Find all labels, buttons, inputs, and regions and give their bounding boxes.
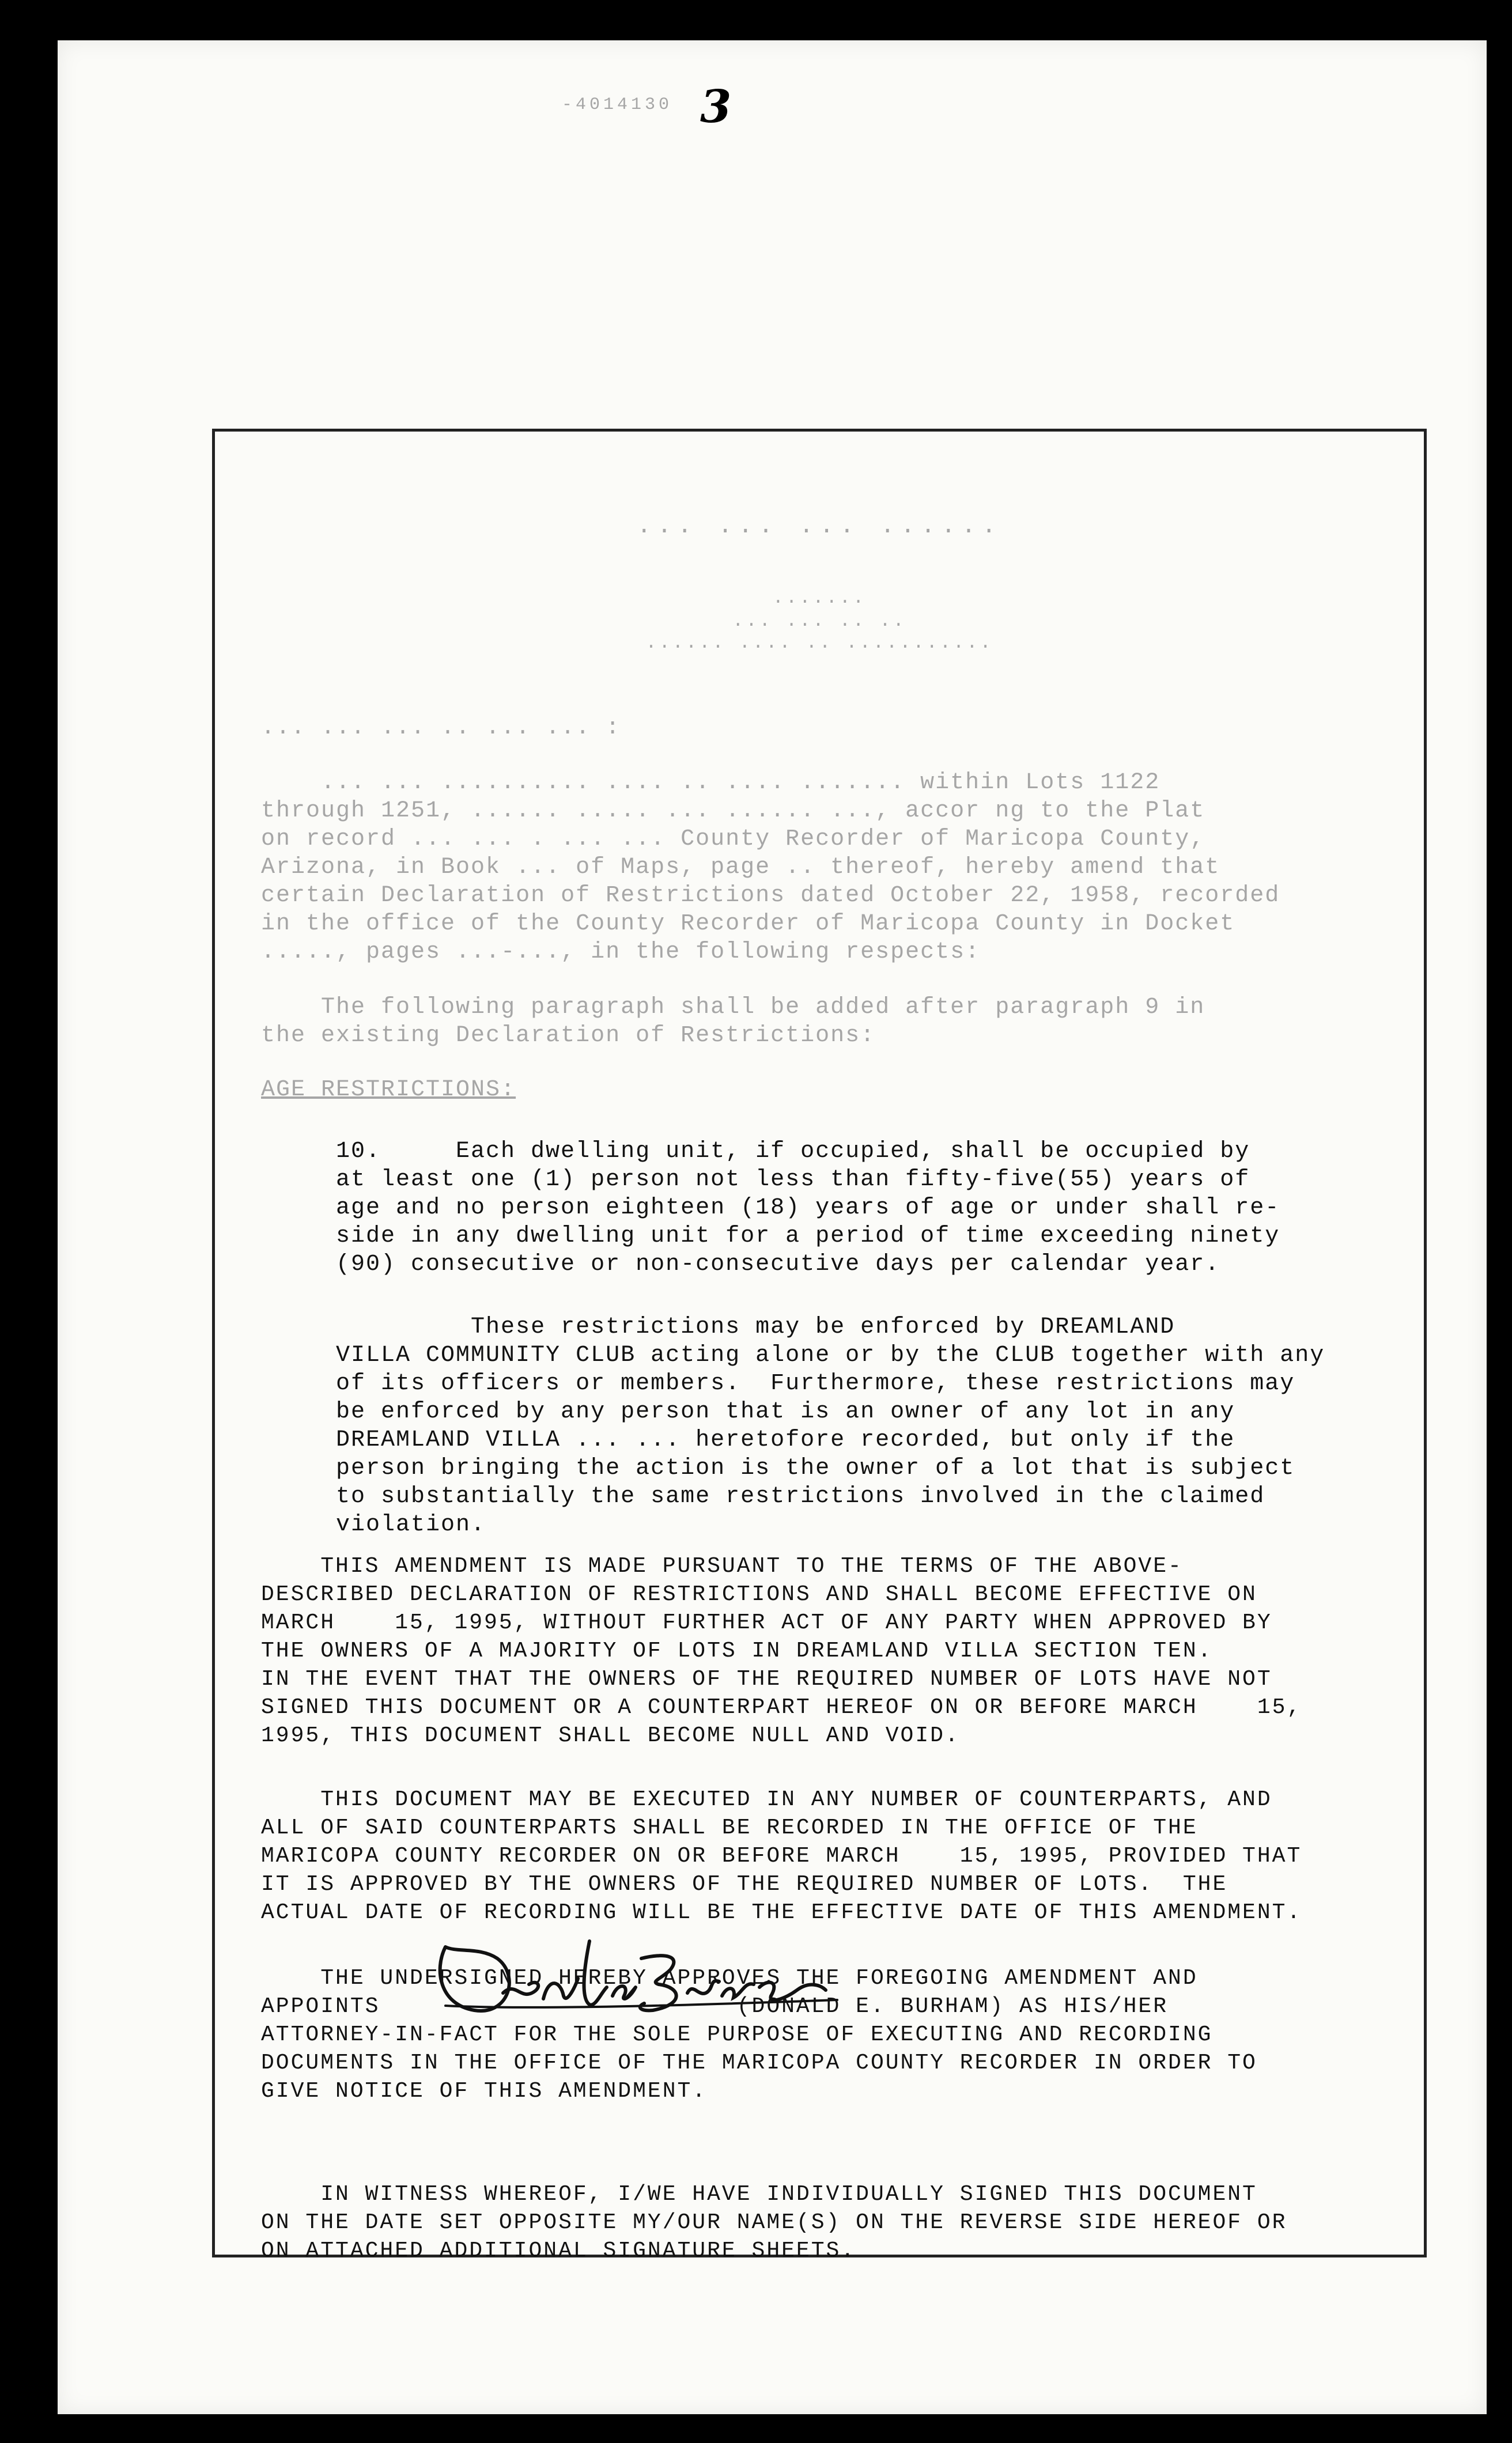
document-page [58,40,1487,2414]
paragraph-added-after-9: The following paragraph shall be added after paragraph 9 in the existing Declaration of Restrictions: [261,994,1205,1049]
age-restrictions-heading: AGE RESTRICTIONS: [261,1077,516,1103]
paragraph-10-occupancy: 10. Each dwelling unit, if occupied, shall be occupied by at least one (1) person not less than fifty-five(55) years of age and no person eighteen (18) years of age or under shall re- side in any dwelling unit for a period of time exceeding ninety (90) consecutive or non-consecutive days per calendar year. [336,1139,1280,1277]
recording-stamp: -4014130 [562,95,673,115]
document-frame [212,429,1427,2263]
handwritten-signature [422,1924,860,2022]
know-all-line: ... ... ... .. ... ... : [261,715,621,741]
document-title: ... ... ... ...... [637,512,1002,540]
paragraph-counterparts: THIS DOCUMENT MAY BE EXECUTED IN ANY NUMBER OF COUNTERPARTS, AND ALL OF SAID COUNTERPARTS SHALL BE RECORDED IN THE OFFICE OF THE MARICOPA COUNTY RECORDER ON OR BEFORE MARCH 15, 1995, PROVIDED THAT IT IS APPROVED BY THE OWNERS OF THE REQUIRED NUMBER OF LOTS. THE ACTUAL DATE OF RECORDING WILL BE THE EFFECTIVE DATE OF THIS AMENDMENT. [261,1787,1302,1925]
document-subtitle-3: ...... .... .. ........... [645,632,993,653]
page-number-mark: 3 [700,81,732,133]
paragraph-attorney-in-fact: THE UNDERSIGNED HEREBY APPROVES THE FOREGOING AMENDMENT AND APPOINTS (DONALD E. BURHAM) AS HIS/HER ATTORNEY-IN-FACT FOR THE SOLE PURPOSE OF EXECUTING AND RECORDING DOCUMENTS IN THE OFFICE OF THE MARICOPA COUNTY RECORDER IN ORDER TO GIVE NOTICE OF THIS AMENDMENT. [261,1966,1257,2104]
document-subtitle-1: ....... [772,587,867,608]
paragraph-enforcement: These restrictions may be enforced by DREAMLAND VILLA COMMUNITY CLUB acting alone or by the CLUB together with any of its officers or members. Furthermore, these restrictions may be enforced by any person that is an owner of any lot in any DREAMLAND VILLA ... ... heretofore recorded, but only if the person bringing the action is the owner of a lot that is subject to substantially the same restrictions involved in the claimed violation. [336,1314,1325,1538]
paragraph-owners-amend: ... ... .......... .... .. .... ....... within Lots 1122 through 1251, ...... ..... ... ...... ..., accor ng to the Plat on record ... ... . ... ... County Recorder of Maricopa County, Arizona, in Book ... of Maps, page .. thereof, hereby amend that certain Declaration of Restrictions dated October 22, 1958, recorded in the office of the County Recorder of Maricopa County in Docket ....., pages ...-..., in the following respects: [261,770,1280,965]
document-subtitle-2: ... ... .. .. [732,610,906,631]
paragraph-in-witness: IN WITNESS WHEREOF, I/WE HAVE INDIVIDUALLY SIGNED THIS DOCUMENT ON THE DATE SET OPPOSITE MY/OUR NAME(S) ON THE REVERSE SIDE HEREOF OR ON ATTACHED ADDITIONAL SIGNATURE SHEETS. [261,2182,1287,2263]
paragraph-effective-date: THIS AMENDMENT IS MADE PURSUANT TO THE TERMS OF THE ABOVE- DESCRIBED DECLARATION OF RESTRICTIONS AND SHALL BECOME EFFECTIVE ON MARCH 15, 1995, WITHOUT FURTHER ACT OF ANY PARTY WHEN APPROVED BY THE OWNERS OF A MAJORITY OF LOTS IN DREAMLAND VILLA SECTION TEN. IN THE EVENT THAT THE OWNERS OF THE REQUIRED NUMBER OF LOTS HAVE NOT SIGNED THIS DOCUMENT OR A COUNTERPART HEREOF ON OR BEFORE MARCH 15, 1995, THIS DOCUMENT SHALL BECOME NULL AND VOID. [261,1554,1302,1748]
